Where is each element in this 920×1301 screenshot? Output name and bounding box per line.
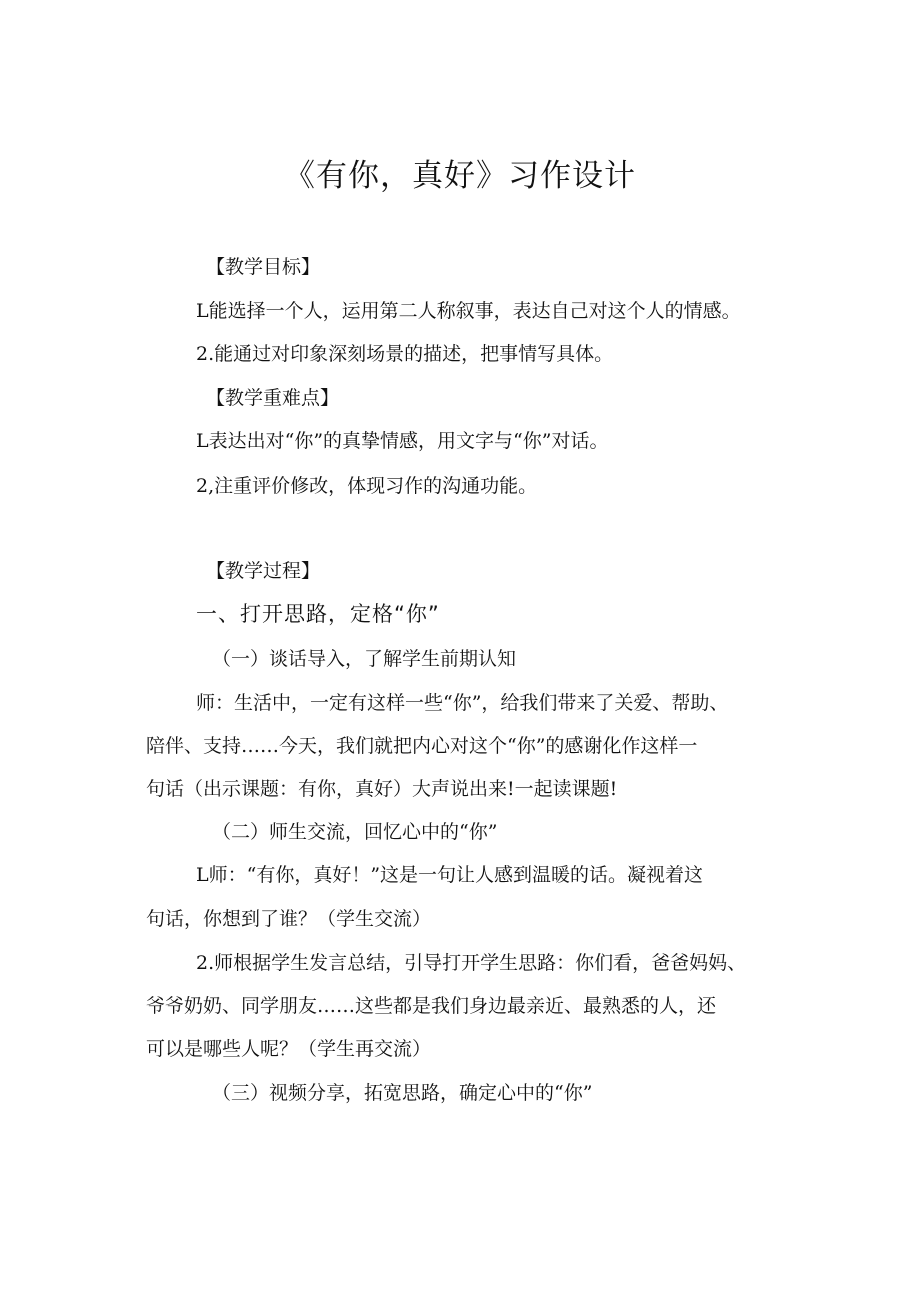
key-point-item-1: L表达出对“你”的真挚情感，用文字与“你”对话。 — [196, 430, 609, 452]
paragraph-3-line-1: 2.师根据学生发言总结，引导打开学生思路：你们看，爸爸妈妈、 — [196, 952, 747, 974]
goals-heading: 【教学目标】 — [206, 256, 321, 278]
paragraph-3-line-3: 可以是哪些人呢？（学生再交流） — [146, 1038, 432, 1060]
paragraph-2-line-2: 句话，你想到了谁？（学生交流） — [146, 908, 432, 930]
goal-item-2: 2.能通过对印象深刻场景的描述，把事情写具体。 — [196, 343, 614, 365]
subsection-2-heading: （二）师生交流，回忆心中的“你” — [212, 821, 498, 843]
key-point-item-2: 2,注重评价修改，体现习作的沟通功能。 — [196, 475, 538, 497]
page-title: 《有你，真好》习作设计 — [284, 158, 636, 194]
goal-item-1: L能选择一个人，运用第二人称叙事，表达自己对这个人的情感。 — [196, 300, 741, 322]
paragraph-1-line-2: 陪伴、支持……今天，我们就把内心对这个“你”的感谢化作这样一 — [146, 735, 698, 757]
paragraph-2-line-1: L师：“有你，真好！”这是一句让人感到温暖的话。凝视着这 — [196, 864, 704, 886]
subsection-1-heading: （一）谈话导入，了解学生前期认知 — [212, 648, 517, 670]
paragraph-1-line-3: 句话（出示课题：有你，真好）大声说出来!一起读课题! — [146, 778, 618, 800]
subsection-3-heading: （三）视频分享，拓宽思路，确定心中的“你” — [212, 1082, 593, 1104]
part1-heading: 一、打开思路，定格“你” — [196, 602, 440, 626]
key-points-heading: 【教学重难点】 — [206, 387, 340, 409]
paragraph-3-line-2: 爷爷奶奶、同学朋友……这些都是我们身边最亲近、最熟悉的人，还 — [146, 995, 717, 1017]
paragraph-1-line-1: 师：生活中，一定有这样一些“你”，给我们带来了关爱、帮助、 — [196, 692, 729, 714]
process-heading: 【教学过程】 — [206, 560, 321, 582]
